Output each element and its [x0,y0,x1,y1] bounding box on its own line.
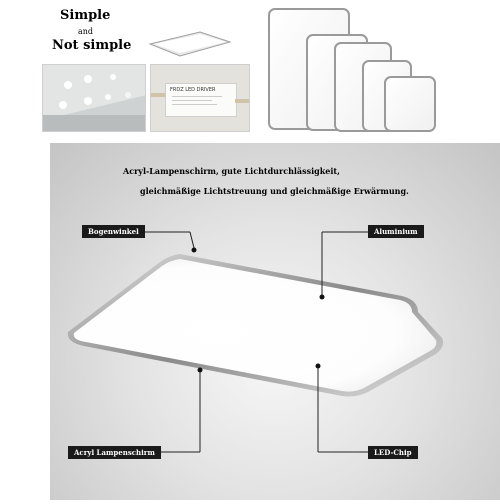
description-line-1: Acryl-Lampenschirm, gute Lichtdurchlässigkeit, [123,166,340,176]
label-led-chip: LED-Chip [368,446,418,459]
driver-brand: FRDZ [170,87,184,93]
label-aluminium: Aluminium [368,225,424,238]
simple-heading: Simple [60,8,111,23]
label-bogenwinkel: Bogenwinkel [82,225,145,238]
and-text: and [78,27,94,36]
description-line-2: gleichmäßige Lichtstreuung und gleichmäßige Erwärmung. [140,186,409,196]
not-simple-heading: Not simple [52,38,132,53]
driver-text: LED DRIVER [185,87,216,93]
label-acryl-lampenschirm: Acryl Lampenschirm [68,446,161,459]
